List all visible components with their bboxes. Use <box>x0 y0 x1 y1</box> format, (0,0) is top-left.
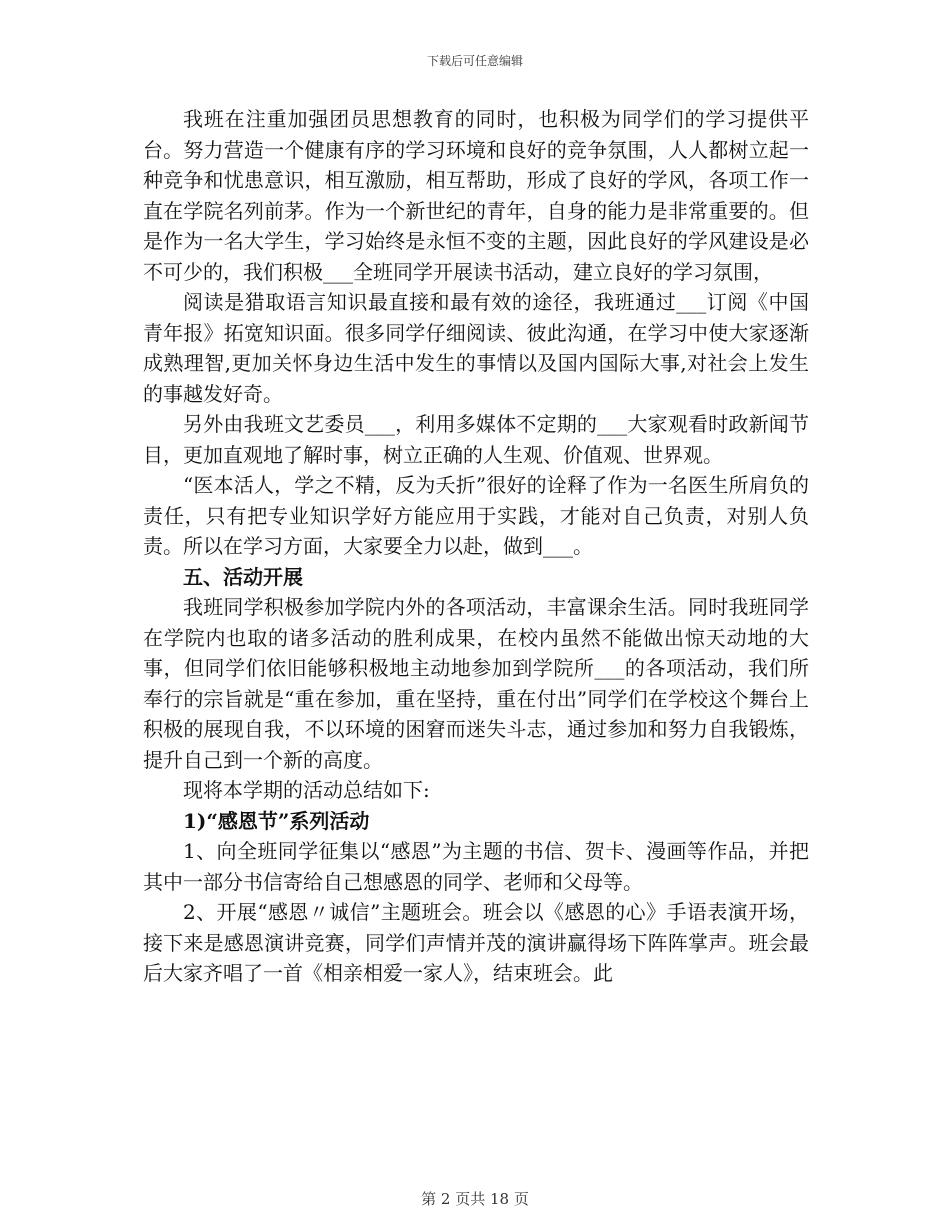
paragraph-activities-intro: 我班同学积极参加学院内外的各项活动，丰富课余生活。同时我班同学在学院内也取的诸多活动的胜利成果，在校内虽然不能做出惊天动地的大事，但同学们依旧能够积极地主动地参加到学院所___的各项活动，我们所奉行的宗旨就是“重在参加，重在坚持，重在付出”同学们在学校这个舞台上积极的展现自我，不以环境的困窘而迷失斗志，通过参加和努力自我锻炼，提升自己到一个新的高度。 <box>143 595 809 772</box>
paragraph-news-viewing: 另外由我班文艺委员___，利用多媒体不定期的___大家观看时政新闻节目，更加直观地了解时事，树立正确的人生观、价值观、世界观。 <box>143 412 809 467</box>
subheading-thanksgiving: 1)“感恩节”系列活动 <box>183 808 370 833</box>
list-item-letters: 1、向全班同学征集以“感恩”为主题的书信、贺卡、漫画等作品，并把其中一部分书信寄给自己想感恩的同学、老师和父母等。 <box>143 839 809 894</box>
paragraph-medical-quote: “医本活人，学之不精，反为夭折”很好的诠释了作为一名医生所肩负的责任，只有把专业知识学好方能应用于实践，才能对自己负责，对别人负责。所以在学习方面，大家要全力以赴，做到___。 <box>143 473 809 558</box>
section-heading-activities: 五、活动开展 <box>183 564 303 589</box>
page-footer: 第 2 页共 18 页 <box>421 1190 529 1208</box>
page-header: 下载后可任意编辑 <box>426 54 523 68</box>
paragraph-summary-lead: 现将本学期的活动总结如下: <box>183 778 430 802</box>
paragraph-reading: 阅读是猎取语言知识最直接和最有效的途径，我班通过___订阅《中国青年报》拓宽知识面。很多同学仔细阅读、彼此沟通，在学习中使大家逐渐成熟理智,更加关怀身边生活中发生的事情以及国内国际大事,对社会上发生的事越发好奇。 <box>143 290 809 406</box>
list-item-class-meeting: 2、开展“感恩〃诚信”主题班会。班会以《感恩的心》手语表演开场，接下来是感恩演讲竞赛，同学们声情并茂的演讲赢得场下阵阵掌声。班会最后大家齐唱了一首《相亲相爱一家人》，结束班会。此 <box>143 900 809 985</box>
paragraph-study-platform: 我班在注重加强团员思想教育的同时，也积极为同学们的学习提供平台。努力营造一个健康有序的学习环境和良好的竞争氛围，人人都树立起一种竞争和忧患意识，相互激励，相互帮助，形成了良好的学风，各项工作一直在学院名列前茅。作为一个新世纪的青年，自身的能力是非常重要的。但是作为一名大学生，学习始终是永恒不变的主题，因此良好的学风建设是必不可少的，我们积极___全班同学开展读书活动，建立良好的学习氛围， <box>143 107 809 284</box>
document-body <box>143 104 809 989</box>
